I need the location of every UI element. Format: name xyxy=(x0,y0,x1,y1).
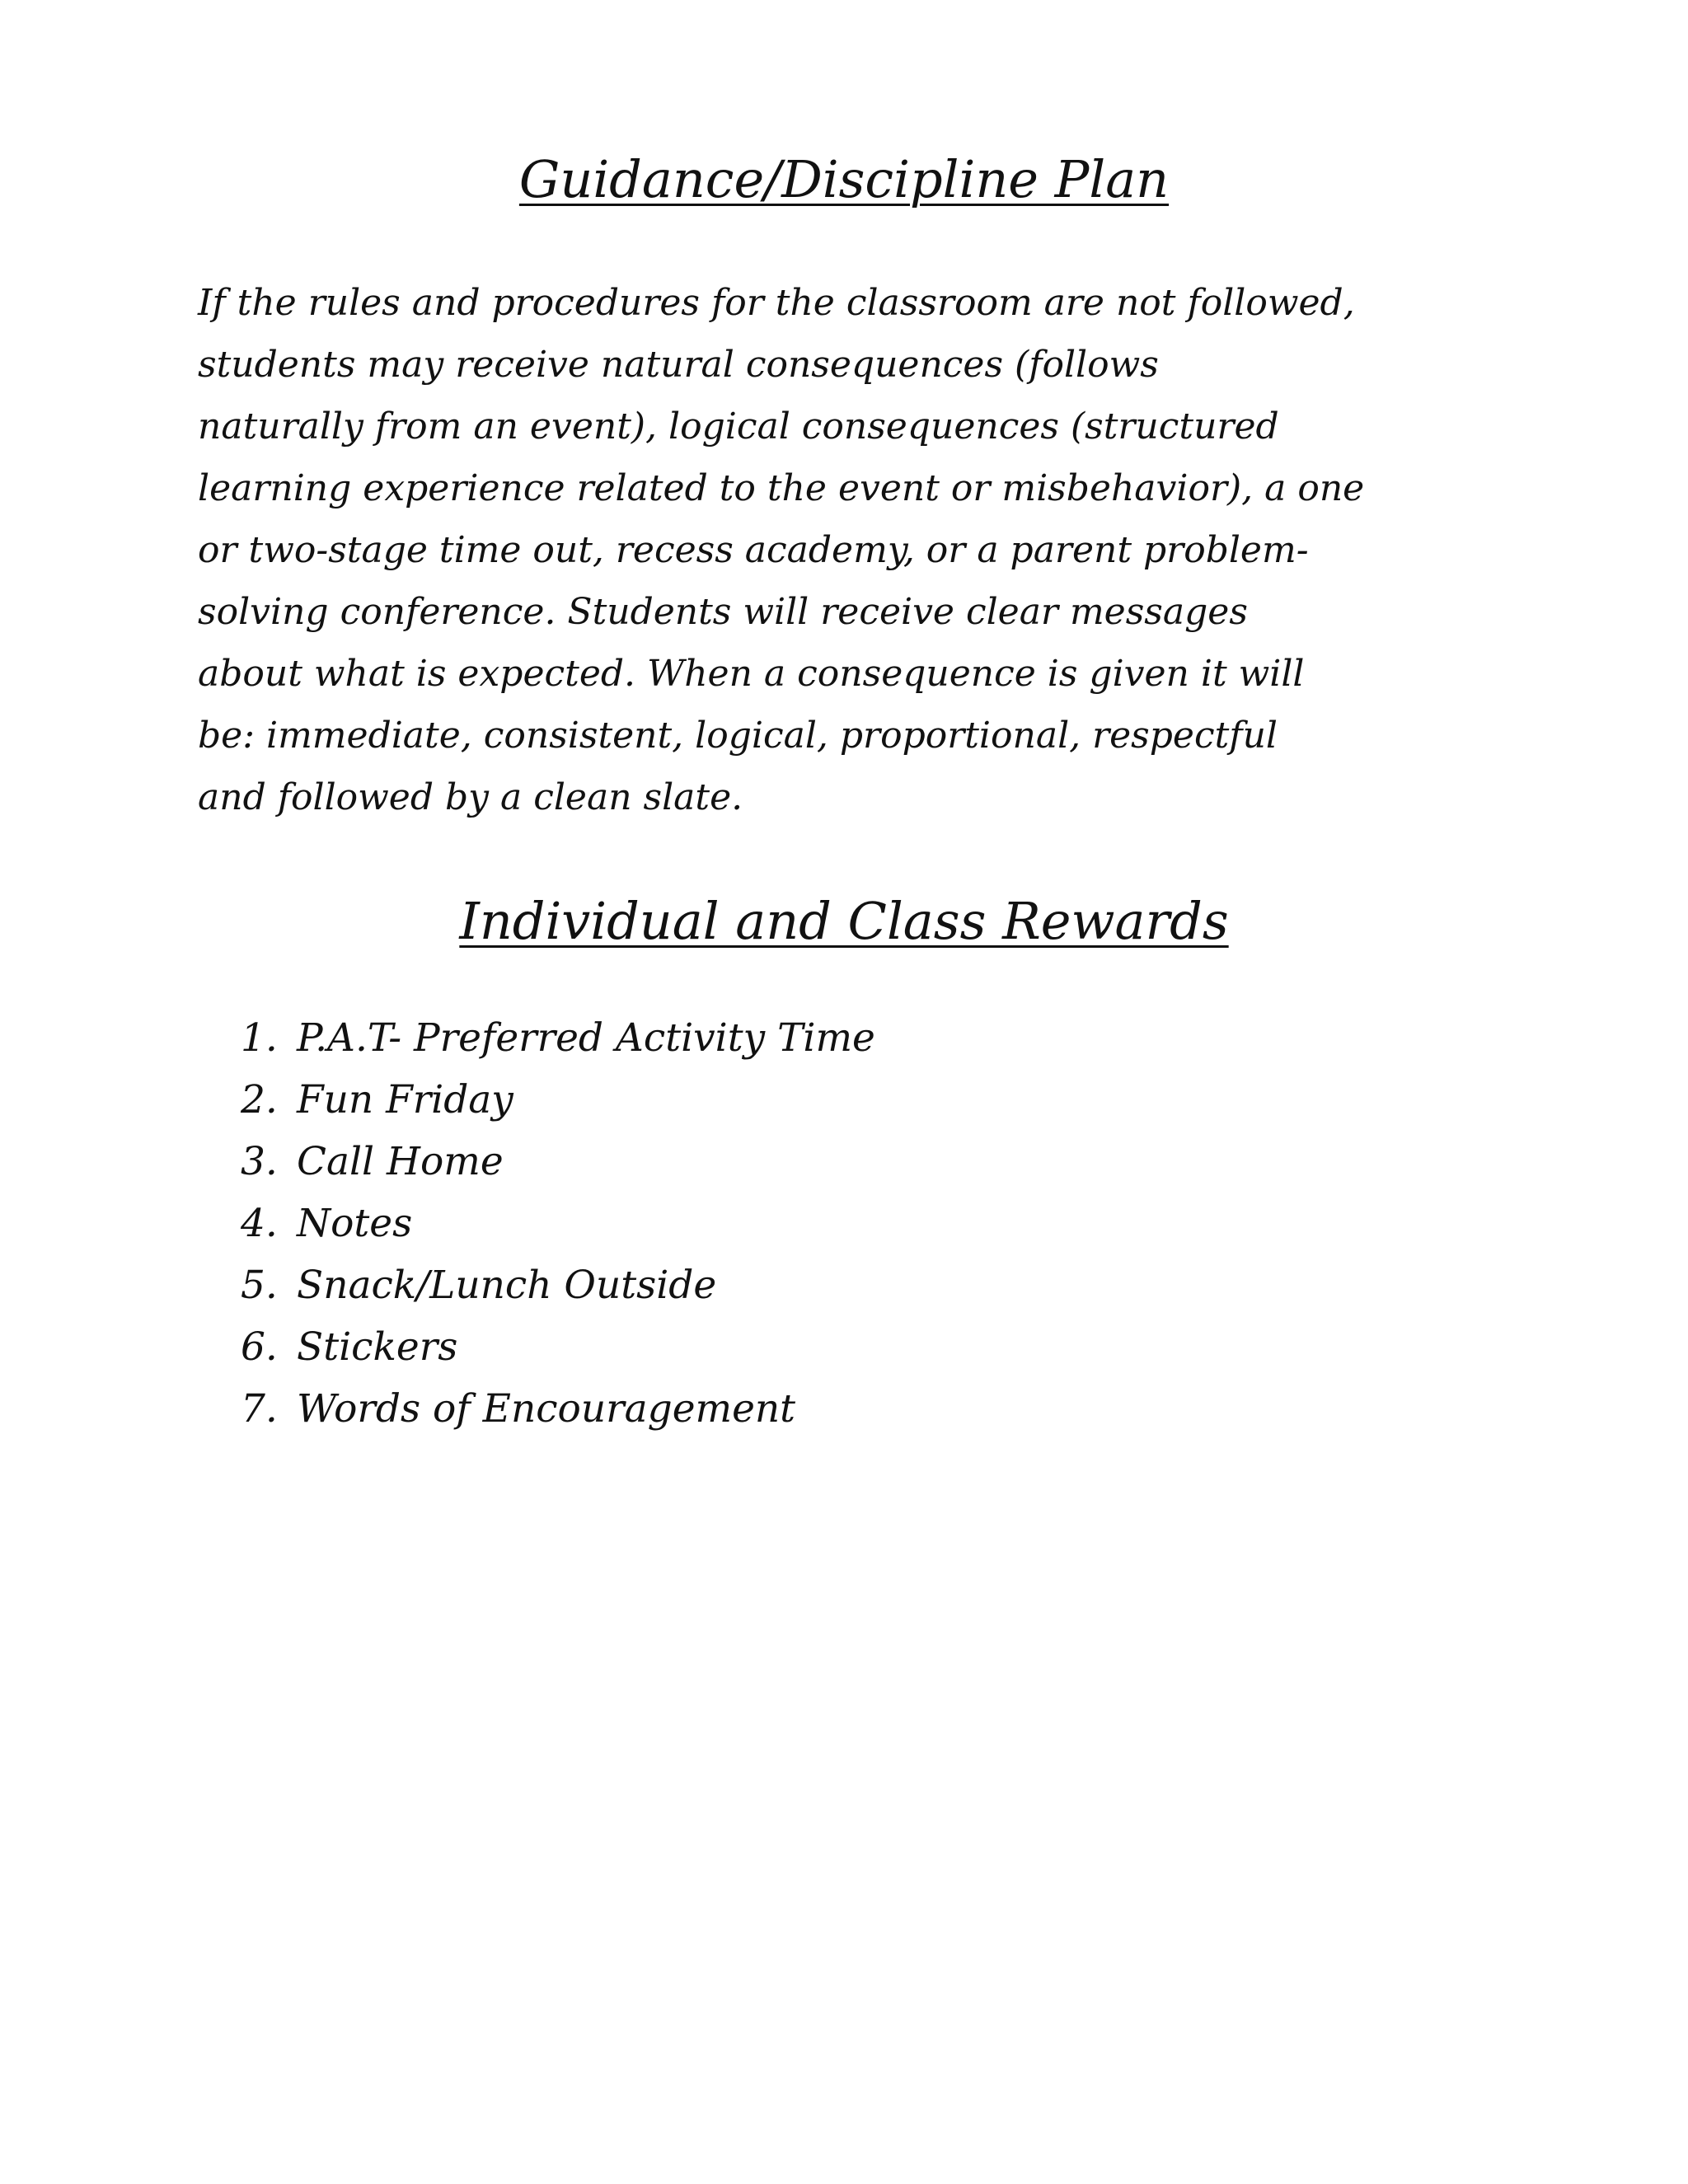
list-item xyxy=(241,1069,875,1131)
rewards-title: Individual and Class Rewards xyxy=(459,891,1229,951)
list-item-number: 7. xyxy=(241,1386,278,1432)
paragraph-line: be: immediate, consistent, logical, proportional, respectful xyxy=(198,715,1278,757)
list-item xyxy=(241,1193,875,1254)
rewards-list xyxy=(241,1007,875,1440)
list-item-number: 2. xyxy=(241,1077,278,1122)
list-item-number: 1. xyxy=(241,1015,278,1061)
list-item xyxy=(241,1131,875,1193)
list-item xyxy=(241,1316,875,1378)
list-item-text: P.A.T- Preferred Activity Time xyxy=(297,1015,875,1061)
list-item-text: Fun Friday xyxy=(297,1077,513,1122)
list-item-number: 5. xyxy=(241,1263,278,1308)
list-item xyxy=(241,1254,875,1316)
list-item-number: 3. xyxy=(241,1139,278,1184)
paragraph-line: solving conference. Students will receive clear messages xyxy=(198,591,1248,633)
list-item-number: 6. xyxy=(241,1324,278,1370)
paragraph-line: learning experience related to the event or misbehavior), a one xyxy=(198,467,1365,509)
paragraph-line: and followed by a clean slate. xyxy=(198,776,743,818)
discipline-paragraph xyxy=(198,272,1484,828)
list-item xyxy=(241,1378,875,1440)
paragraph-line: If the rules and procedures for the classroom are not followed, xyxy=(198,282,1355,324)
list-item-text: Words of Encouragement xyxy=(297,1386,796,1432)
paragraph-line: about what is expected. When a consequence is given it will xyxy=(198,653,1305,695)
list-item-text: Call Home xyxy=(297,1139,504,1184)
paragraph-line: students may receive natural consequences (follows xyxy=(198,344,1159,386)
guidance-discipline-title: Guidance/Discipline Plan xyxy=(518,149,1170,209)
list-item xyxy=(241,1007,875,1069)
list-item-text: Notes xyxy=(297,1201,413,1246)
list-item-text: Snack/Lunch Outside xyxy=(297,1263,717,1308)
list-item-number: 4. xyxy=(241,1201,278,1246)
list-item-text: Stickers xyxy=(297,1324,458,1370)
paragraph-line: or two-stage time out, recess academy, or a parent problem- xyxy=(198,529,1309,571)
paragraph-line: naturally from an event), logical consequences (structured xyxy=(198,405,1279,448)
